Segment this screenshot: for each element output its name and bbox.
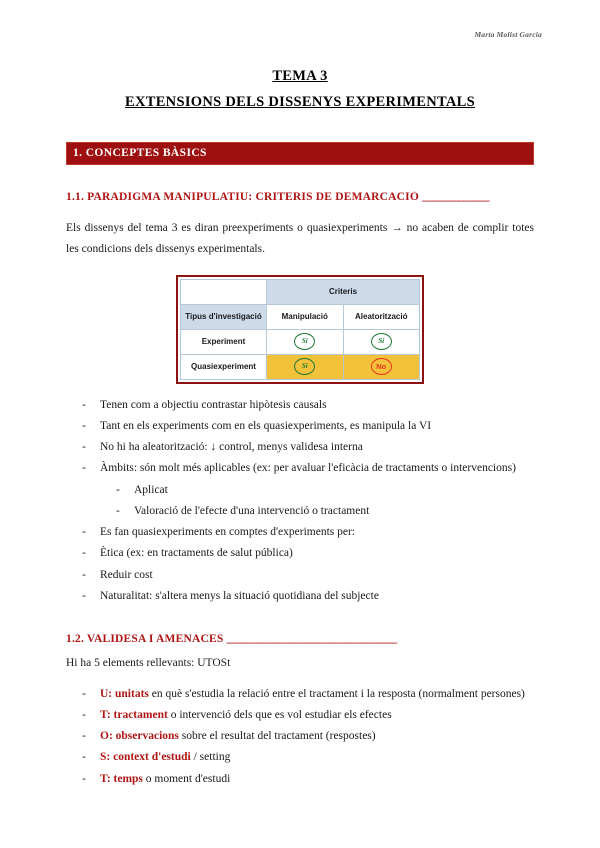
document-title-line-1: TEMA 3 bbox=[272, 68, 328, 84]
section-banner-concepts: 1. CONCEPTES BÀSICS bbox=[66, 142, 534, 165]
utost-term: T: tractament bbox=[100, 708, 168, 721]
list-item: - Es fan quasiexperiments en comptes d'experiments per: bbox=[66, 522, 534, 543]
utost-description: sobre el resultat del tractament (respostes) bbox=[178, 730, 376, 743]
criteris-table bbox=[180, 279, 420, 380]
list-item bbox=[66, 684, 534, 705]
table-cell-experiment-aleatoritzacio bbox=[343, 329, 420, 354]
list-item: - Tant en els experiments com en els quasiexperiments, es manipula la VI bbox=[66, 416, 534, 437]
table-cell-quasiexperiment-aleatoritzacio bbox=[343, 354, 420, 379]
bullet-list-reasons bbox=[66, 522, 534, 607]
table-corner-blank bbox=[181, 279, 267, 304]
utost-term: T: temps bbox=[100, 772, 143, 785]
list-item: - Naturalitat: s'altera menys la situació quotidiana del subjecte bbox=[66, 586, 534, 607]
table-row bbox=[181, 354, 420, 379]
utost-term: O: observacions bbox=[100, 730, 179, 743]
document-title-line-2: EXTENSIONS DELS DISSENYS EXPERIMENTALS bbox=[125, 94, 475, 110]
table-row-label-quasiexperiment: Quasiexperiment bbox=[181, 354, 267, 379]
table-group-header-criteris: Criteris bbox=[267, 279, 420, 304]
list-item: - No hi ha aleatorització: ↓ control, menys validesa interna bbox=[66, 437, 534, 458]
table-cell-experiment-manipulacio bbox=[267, 329, 343, 354]
list-item bbox=[66, 726, 534, 747]
subsection-heading-1-1 bbox=[66, 191, 534, 203]
list-item bbox=[66, 769, 534, 790]
utost-description: / setting bbox=[190, 751, 231, 764]
yes-circle-icon: Sí bbox=[294, 333, 315, 350]
intro-paragraph-1-1: Els dissenys del tema 3 es diran preexperiments o quasiexperiments → no acaben de complir totes les condicions dels dissenys experimentals. bbox=[66, 222, 534, 256]
table-column-header-aleatoritzacio: Aleatorització bbox=[343, 304, 420, 329]
document-content bbox=[66, 68, 534, 790]
table-header-group-row bbox=[181, 279, 420, 304]
table-column-header-row bbox=[181, 304, 420, 329]
criteris-table-wrapper bbox=[176, 275, 424, 384]
table-row-label-experiment: Experiment bbox=[181, 329, 267, 354]
table-corner-label: Tipus d'investigació bbox=[181, 304, 267, 329]
subsection-heading-1-1-text: 1.1. PARADIGMA MANIPULATIU: CRITERIS DE DEMARCACIÓ bbox=[66, 191, 419, 204]
list-item bbox=[66, 705, 534, 726]
subsection-heading-1-2 bbox=[66, 633, 534, 645]
list-item: - Àmbits: són molt més aplicables (ex: per avaluar l'eficàcia de tractaments o intervencions) bbox=[66, 458, 534, 479]
utost-description: o moment d'estudi bbox=[142, 772, 231, 785]
list-item: - Tenen com a objectiu contrastar hipòtesis causals bbox=[66, 395, 534, 416]
subsection-heading-1-2-text: 1.2. VALIDESA I AMENACES bbox=[66, 633, 224, 646]
subsection-heading-1-1-rule: _____________ bbox=[422, 191, 490, 204]
table-column-header-manipulacio: Manipulació bbox=[267, 304, 343, 329]
yes-circle-icon: Sí bbox=[294, 358, 315, 375]
list-item: - Valoració de l'efecte d'una intervenció o tractament bbox=[66, 501, 534, 522]
bullet-list-ambits-sub bbox=[66, 480, 534, 523]
no-circle-icon: No bbox=[371, 358, 392, 375]
bullet-list-utost bbox=[66, 684, 534, 790]
bullet-list-concepts bbox=[66, 395, 534, 480]
intro-paragraph-1-2: Hi ha 5 elements rellevants: UTOSt bbox=[66, 657, 231, 670]
running-header-student-name: Marta Molist Garcia bbox=[474, 30, 542, 39]
table-cell-quasiexperiment-manipulacio bbox=[267, 354, 343, 379]
yes-circle-icon: Sí bbox=[371, 333, 392, 350]
list-item: - Reduir cost bbox=[66, 565, 534, 586]
list-item bbox=[66, 747, 534, 768]
subsection-heading-1-2-rule: _________________________________ bbox=[226, 633, 397, 646]
list-item: - Aplicat bbox=[66, 480, 534, 501]
utost-term: S: context d'estudi bbox=[100, 751, 191, 764]
utost-description: en què s'estudia la relació entre el tractament i la resposta (normalment persones) bbox=[148, 687, 525, 700]
list-item: - Ètica (ex: en tractaments de salut pública) bbox=[66, 543, 534, 564]
table-row bbox=[181, 329, 420, 354]
utost-term: U: unitats bbox=[100, 687, 149, 700]
utost-description: o intervenció dels que es vol estudiar els efectes bbox=[167, 708, 392, 721]
